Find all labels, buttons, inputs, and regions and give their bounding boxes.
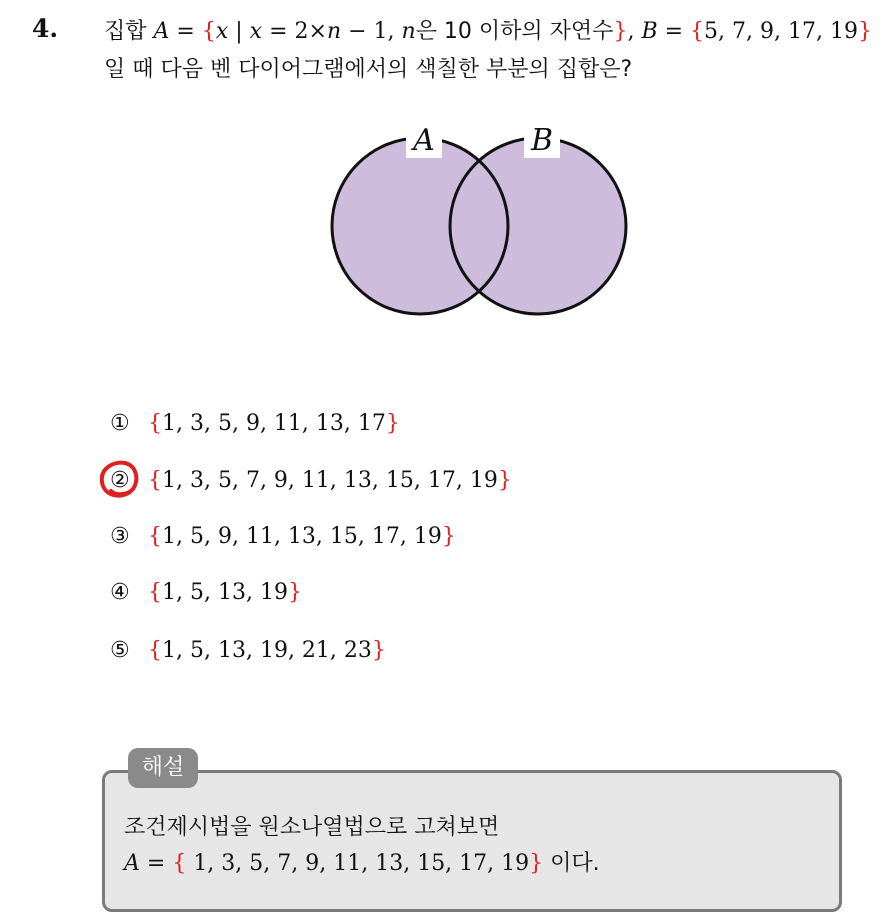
solution-box xyxy=(102,770,842,912)
option-5-elements: 1, 5, 13, 19, 21, 23 xyxy=(162,638,372,663)
question-line-1 xyxy=(104,14,872,45)
option-brace-open: { xyxy=(148,638,162,663)
solution-line-2 xyxy=(124,846,600,877)
solution-line-1: 조건제시법을 원소나열법으로 고쳐보면 xyxy=(124,815,500,840)
brace-open: { xyxy=(690,19,705,44)
question-number: 4. xyxy=(32,14,59,43)
option-2-number: ② xyxy=(110,468,130,493)
option-2[interactable] xyxy=(110,465,512,497)
var-n: n xyxy=(326,19,342,44)
brace-close: } xyxy=(857,19,872,44)
solution-brace-close: } xyxy=(529,851,544,876)
cond-eq: = 2× xyxy=(262,19,327,44)
option-brace-close: } xyxy=(497,468,512,493)
option-brace-close: } xyxy=(441,524,456,549)
var-x: x xyxy=(215,19,229,44)
option-1[interactable] xyxy=(110,408,400,440)
question-line-2: 일 때 다음 벤 다이어그램에서의 색칠한 부분의 집합은? xyxy=(104,57,633,82)
option-1-number: ① xyxy=(110,411,130,436)
option-brace-close: } xyxy=(385,411,400,436)
option-brace-open: { xyxy=(148,468,162,493)
option-4[interactable] xyxy=(110,577,302,609)
option-4-elements: 1, 5, 13, 19 xyxy=(162,580,288,605)
option-brace-close: } xyxy=(371,638,386,663)
cond-korean: 은 10 이하의 자연수 xyxy=(415,19,614,44)
option-brace-open: { xyxy=(148,524,162,549)
solution-tail: 이다. xyxy=(543,851,600,876)
equals-sign: = xyxy=(169,19,202,44)
venn-label-b: B xyxy=(530,123,554,158)
solution-set-name: A xyxy=(124,851,140,876)
set-b-name: B xyxy=(641,19,658,44)
equals-sign: = xyxy=(657,19,691,44)
option-2-elements: 1, 3, 5, 7, 9, 11, 13, 15, 17, 19 xyxy=(162,468,498,493)
cond-bar: | xyxy=(228,19,250,44)
option-5[interactable] xyxy=(110,635,386,667)
cond-rest: − 1, xyxy=(341,19,402,44)
var-n: n xyxy=(401,19,416,44)
option-brace-close: } xyxy=(287,580,302,605)
question-lead: 집합 xyxy=(104,19,147,44)
solution-equals: = xyxy=(139,851,173,876)
option-4-number: ④ xyxy=(110,580,130,605)
set-b-elements: 5, 7, 9, 17, 19 xyxy=(704,19,858,44)
answer-circle-mark xyxy=(98,458,140,500)
option-1-elements: 1, 3, 5, 9, 11, 13, 17 xyxy=(162,411,386,436)
option-5-number: ⑤ xyxy=(110,638,130,663)
option-3-number: ③ xyxy=(110,524,130,549)
brace-open: { xyxy=(201,19,216,44)
option-brace-open: { xyxy=(148,580,162,605)
var-x: x xyxy=(249,19,263,44)
option-3-elements: 1, 5, 9, 11, 13, 15, 17, 19 xyxy=(162,524,442,549)
option-3[interactable] xyxy=(110,521,456,553)
venn-diagram xyxy=(330,118,630,322)
solution-elements: 1, 3, 5, 7, 9, 11, 13, 15, 17, 19 xyxy=(193,851,530,876)
solution-tab: 해설 xyxy=(128,748,198,788)
solution-brace-open: { xyxy=(172,851,194,876)
option-brace-open: { xyxy=(148,411,162,436)
brace-close: } xyxy=(613,19,628,44)
comma: , xyxy=(627,19,642,44)
venn-label-a: A xyxy=(413,123,435,158)
set-a-name: A xyxy=(153,19,170,44)
